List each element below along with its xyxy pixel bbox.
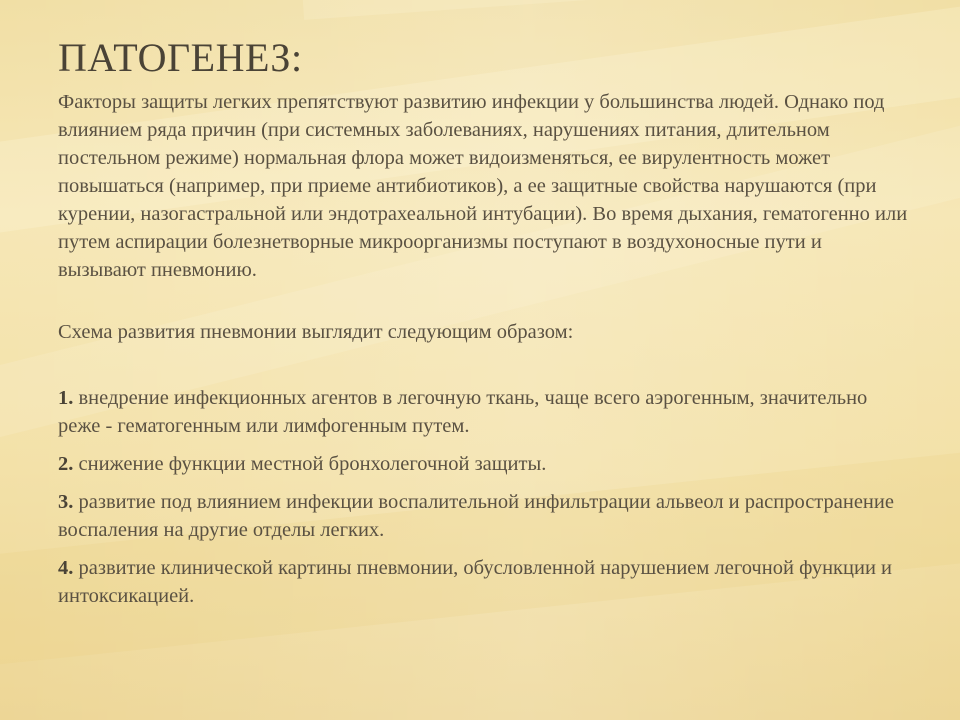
list-item-text: развитие клинической картины пневмонии, обусловленной нарушением легочной функции и интоксикацией. bbox=[58, 557, 893, 607]
list-item-text: снижение функции местной бронхолегочной защиты. bbox=[78, 453, 547, 475]
background-band bbox=[300, 0, 960, 20]
list-item-number: 2. bbox=[58, 453, 74, 475]
list-item-number: 4. bbox=[58, 557, 74, 579]
list-item-1 bbox=[58, 384, 908, 440]
list-item-2 bbox=[58, 450, 908, 478]
scheme-intro: Схема развития пневмонии выглядит следующим образом: bbox=[58, 321, 574, 343]
slide-body bbox=[58, 88, 908, 620]
list-item-4 bbox=[58, 554, 908, 610]
slide-title: ПАТОГЕНЕЗ: bbox=[58, 35, 303, 80]
intro-paragraph: Факторы защиты легких препятствуют развитию инфекции у большинства людей. Однако под влиянием ряда причин (при системных заболеваниях, нарушениях питания, длительном постельном режиме) нормальная флора может видоизменяться, ее вирулентность может повышаться (например, при приеме антибиотиков), а ее защитные свойства нарушаются (при курении, назогастральной или эндотрахеальной интубации). Во время дыхания, гематогенно или путем аспирации болезнетворные микроорганизмы поступают в воздухоносные пути и вызывают пневмонию. bbox=[58, 91, 908, 281]
list-item-3 bbox=[58, 488, 908, 544]
list-item-text: развитие под влиянием инфекции воспалительной инфильтрации альвеол и распространение воспаления на другие отделы легких. bbox=[58, 491, 894, 541]
list-item-number: 1. bbox=[58, 387, 74, 409]
list-item-number: 3. bbox=[58, 491, 74, 513]
list-item-text: внедрение инфекционных агентов в легочную ткань, чаще всего аэрогенным, значительно реже - гематогенным или лимфогенным путем. bbox=[58, 387, 868, 437]
